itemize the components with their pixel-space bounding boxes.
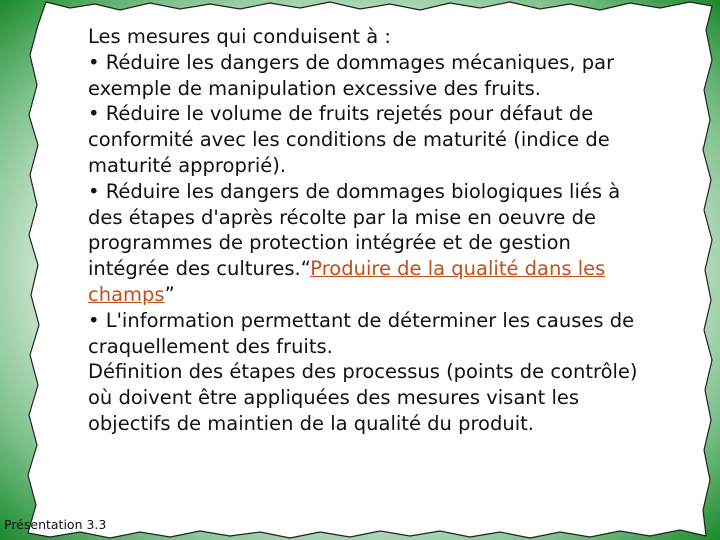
definition-paragraph: Définition des étapes des processus (points de contrôle) où doivent être appliquées des mesures visant les objectifs de maintien de la qualité du produit.	[88, 360, 638, 435]
quote-open: “	[300, 257, 311, 281]
quality-in-fields-link[interactable]: Produire de la qualité dans les champs	[88, 257, 606, 306]
bullet-maturity-rejection: • Réduire le volume de fruits rejetés pour défaut de conformité avec les conditions de maturité (indice de maturité approprié).	[88, 102, 610, 177]
bullet-fruit-cracking: • L'information permettant de déterminer les causes de craquellement des fruits.	[88, 308, 635, 358]
bullet-biological-text: • Réduire les dangers de dommages biologiques liés à des étapes d'après récolte par la mise en oeuvre de programmes de protection intégrée et de gestion intégrée des cultures.	[88, 179, 621, 281]
slide-body	[88, 24, 658, 437]
intro-line: Les mesures qui conduisent à :	[88, 25, 391, 48]
bullet-mechanical-damage: • Réduire les dangers de dommages mécaniques, par exemple de manipulation excessive des fruits.	[88, 50, 615, 100]
presentation-label: Présentation 3.3	[4, 517, 107, 532]
quote-close: ”	[164, 282, 175, 306]
bullet-biological-damage	[88, 179, 658, 308]
